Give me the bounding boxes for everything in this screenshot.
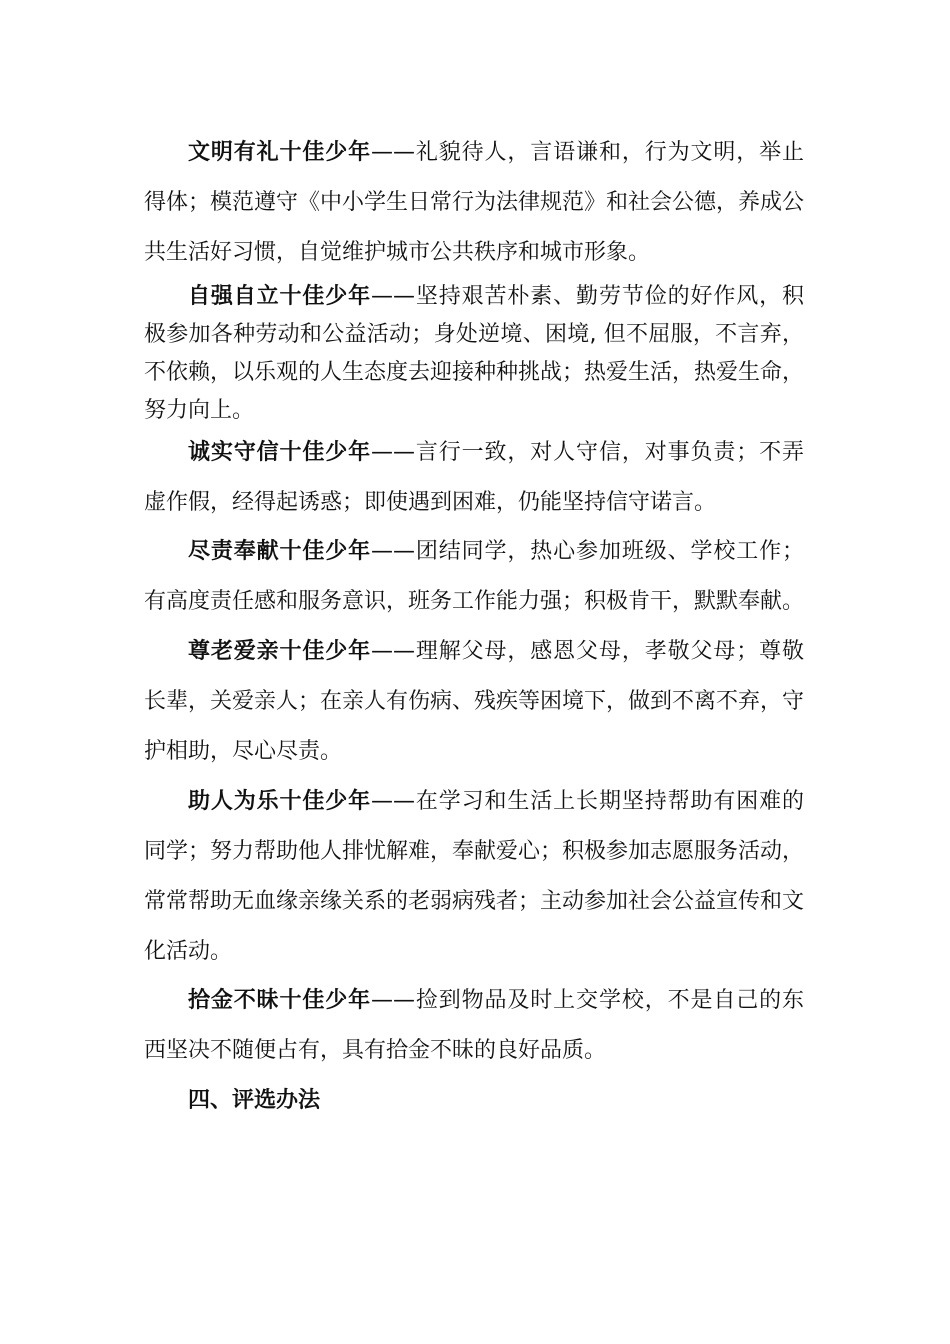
paragraph-title: 尽责奉献十佳少年	[188, 539, 372, 564]
paragraph-filial-piety	[144, 627, 804, 777]
paragraph-dedication	[144, 527, 804, 627]
paragraph-body: ——坚持艰苦朴素、勤劳节俭的好作风，积极参加各种劳动和公益活动；身处逆境、困境, 但不屈服，不言弃，不依赖，以乐观的人生态度去迎接种种挑战；热爱生活，热爱生命，努力向上。	[144, 284, 805, 423]
paragraph-honesty-lost-items	[144, 976, 804, 1076]
paragraph-honesty	[144, 428, 804, 528]
paragraph-civility	[144, 128, 804, 278]
paragraph-title: 自强自立十佳少年	[188, 284, 372, 309]
paragraph-title: 拾金不昧十佳少年	[188, 988, 372, 1013]
paragraph-body: ——团结同学，热心参加班级、学校工作；有高度责任感和服务意识，班务工作能力强；积极肯干，默默奉献。	[144, 539, 805, 614]
section-heading: 四、评选办法	[188, 1088, 321, 1113]
paragraph-title: 诚实守信十佳少年	[188, 440, 372, 465]
paragraph-title: 助人为乐十佳少年	[188, 789, 372, 814]
paragraph-body: ——理解父母，感恩父母，孝敬父母；尊敬长辈，关爱亲人；在亲人有伤病、残疾等困境下，做到不离不弃，守护相助，尽心尽责。	[144, 639, 805, 764]
paragraph-title: 尊老爱亲十佳少年	[188, 639, 372, 664]
paragraph-body: ——礼貌待人，言语谦和，行为文明，举止得体；模范遵守《中小学生日常行为法律规范》和社会公德，养成公共生活好习惯，自觉维护城市公共秩序和城市形象。	[144, 140, 805, 265]
paragraph-helping-others	[144, 777, 804, 977]
paragraph-body: ——捡到物品及时上交学校，不是自己的东西坚决不随便占有，具有拾金不昧的良好品质。	[144, 988, 804, 1063]
paragraph-title: 文明有礼十佳少年	[188, 140, 372, 165]
paragraph-body: ——言行一致，对人守信，对事负责；不弄虚作假，经得起诱惑；即使遇到困难，仍能坚持信守诺言。	[144, 440, 804, 515]
paragraph-body: ——在学习和生活上长期坚持帮助有困难的同学；努力帮助他人排忧解难，奉献爱心；积极参加志愿服务活动，常常帮助无血缘亲缘关系的老弱病残者；主动参加社会公益宣传和文化活动。	[144, 789, 805, 964]
paragraph-self-reliance	[144, 278, 804, 430]
